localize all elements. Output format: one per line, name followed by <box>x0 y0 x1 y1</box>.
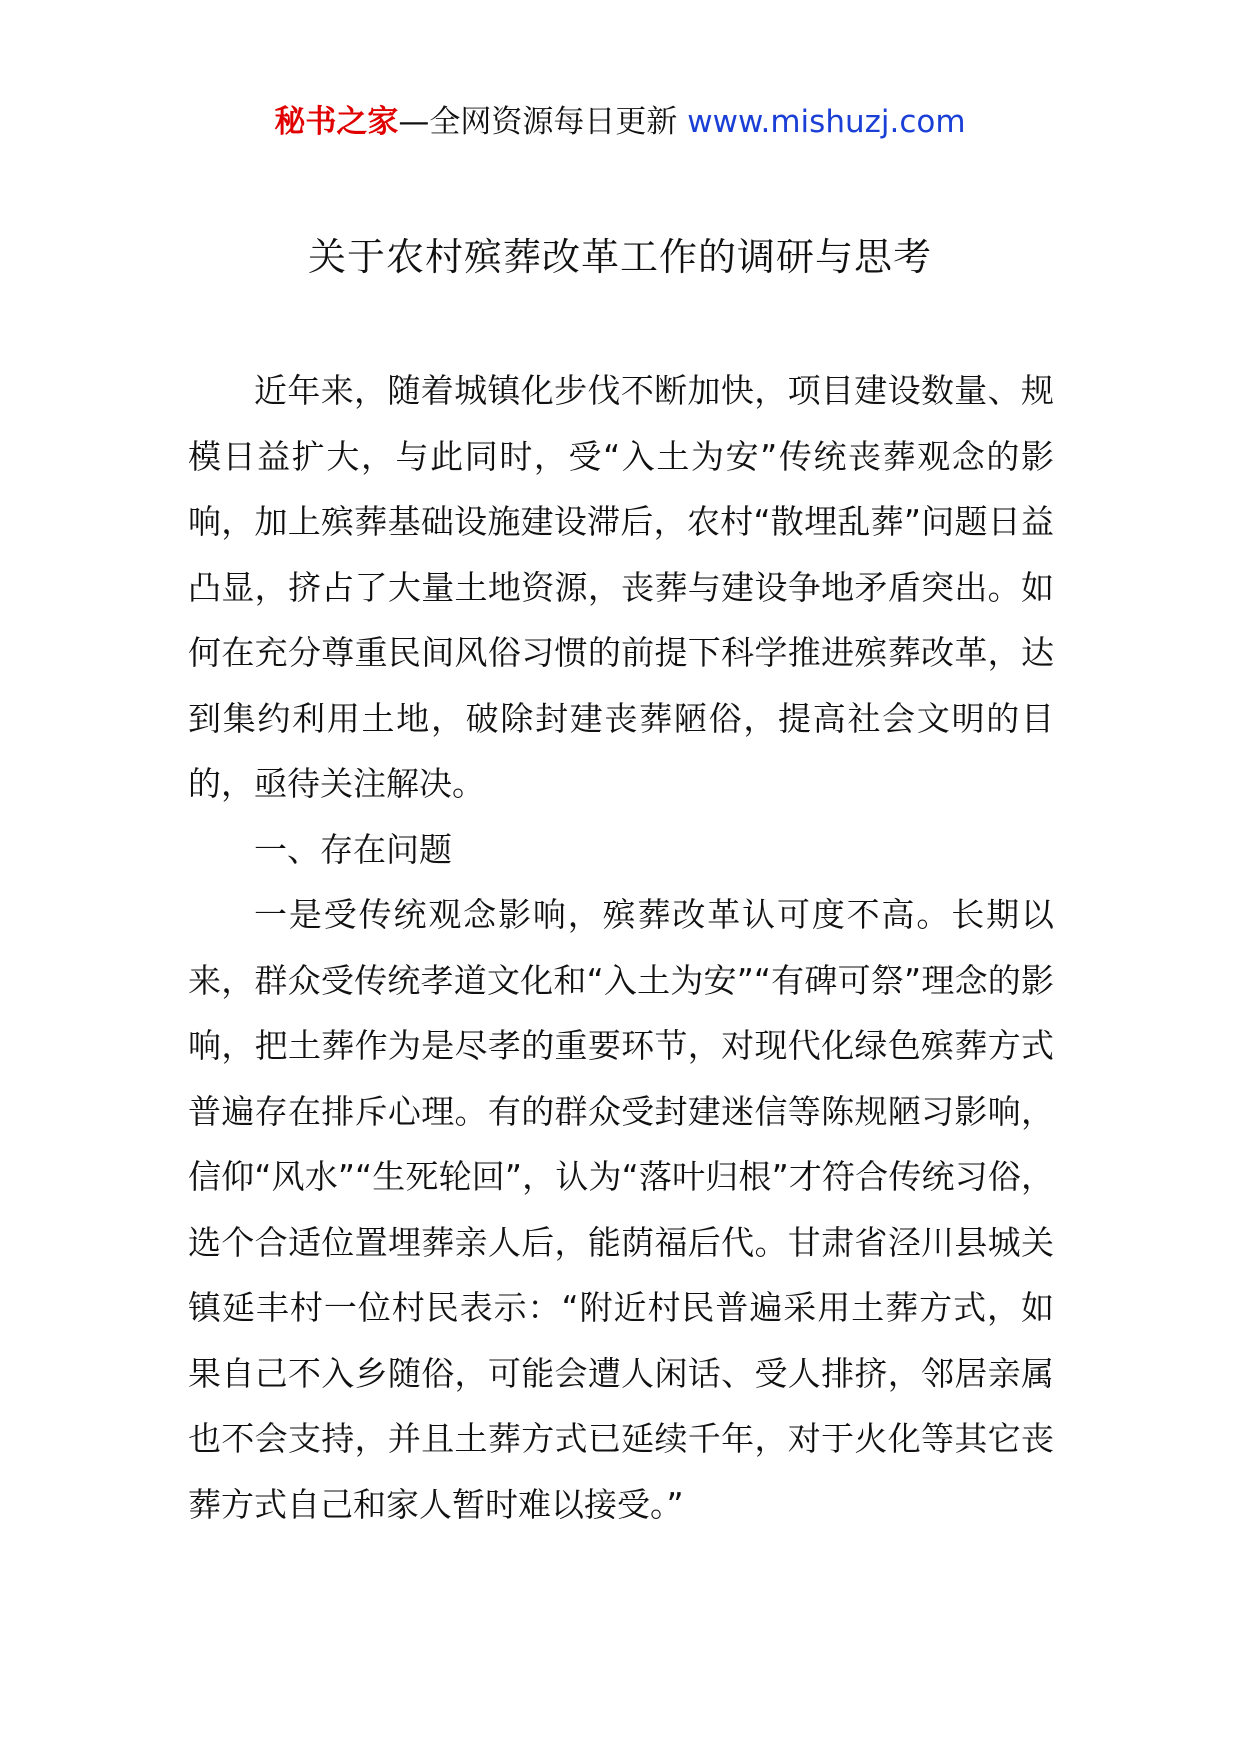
document-title: 关于农村殡葬改革工作的调研与思考 <box>307 235 932 279</box>
header-tagline: —全网资源每日更新 <box>398 104 688 140</box>
brand-name: 秘书之家 <box>274 104 399 140</box>
site-url-link[interactable]: www.mishuzj.com <box>687 104 966 140</box>
site-header <box>0 100 1240 144</box>
intro-paragraph: 近年来，随着城镇化步伐不断加快，项目建设数量、规模日益扩大，与此同时，受“入土为安”传统丧葬观念的影响，加上殡葬基础设施建设滞后，农村“散埋乱葬”问题日益凸显，挤占了大量土地资源，丧葬与建设争地矛盾突出。如何在充分尊重民间风俗习惯的前提下科学推进殡葬改革，达到集约利用土地，破除封建丧葬陋俗，提高社会文明的目的，亟待关注解决。 <box>188 371 1054 803</box>
section-heading: 一、存在问题 <box>254 829 452 869</box>
document-body <box>188 358 1054 1537</box>
body-paragraph: 一是受传统观念影响，殡葬改革认可度不高。长期以来，群众受传统孝道文化和“入土为安”“有碑可祭”理念的影响，把土葬作为是尽孝的重要环节，对现代化绿色殡葬方式普遍存在排斥心理。有的群众受封建迷信等陈规陋习影响，信仰“风水”“生死轮回”，认为“落叶归根”才符合传统习俗，选个合适位置埋葬亲人后，能荫福后代。甘肃省泾川县城关镇延丰村一位村民表示：“附近村民普遍采用土葬方式，如果自己不入乡随俗，可能会遭人闲话、受人排挤，邻居亲属也不会支持，并且土葬方式已延续千年，对于火化等其它丧葬方式自己和家人暂时难以接受。” <box>188 895 1054 1524</box>
